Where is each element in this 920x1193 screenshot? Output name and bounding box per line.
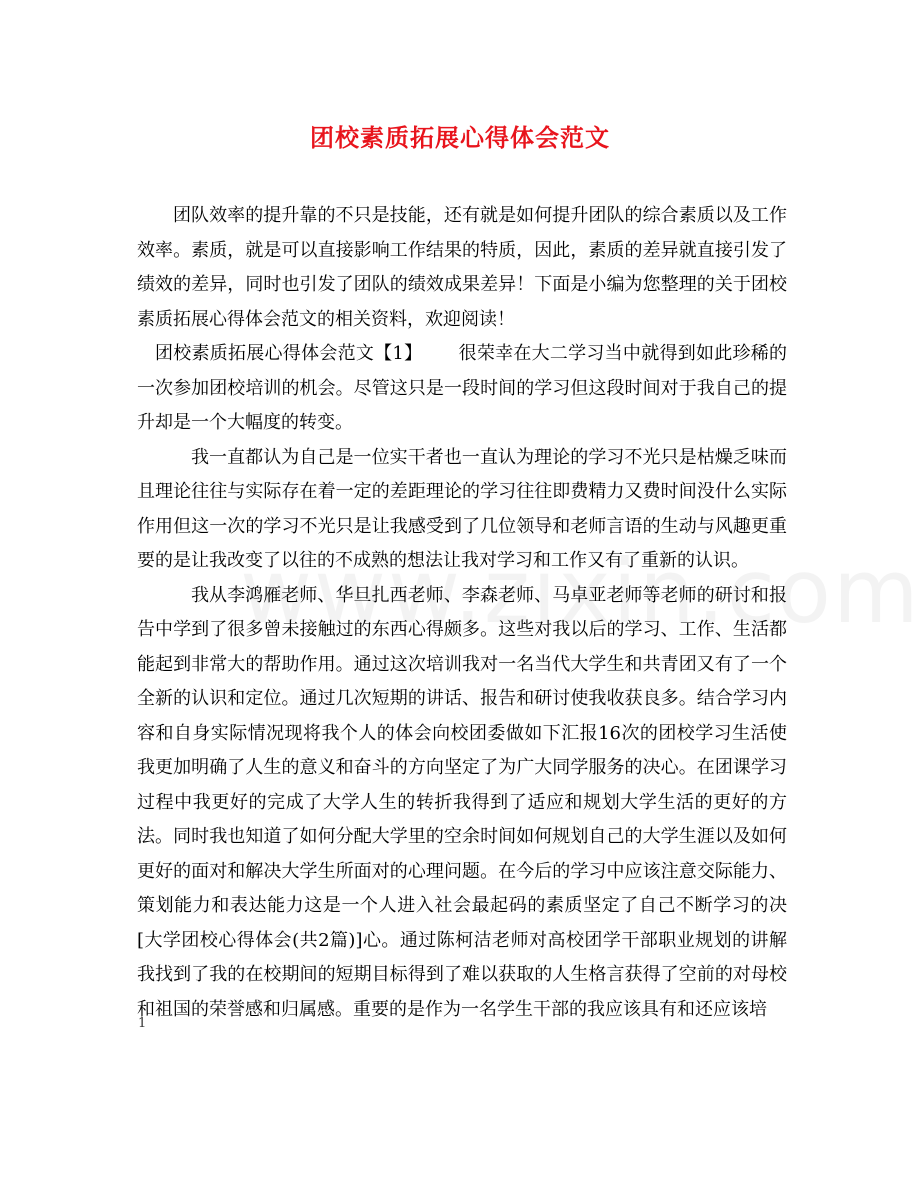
intro-paragraph: 团队效率的提升靠的不只是技能，还有就是如何提升团队的综合素质以及工作效率。素质，就是可以直接影响工作结果的特质，因此，素质的差异就直接引发了绩效的差异，同时也引发了团队的绩效成果差异！下面是小编为您整理的关于团校素质拓展心得体会范文的相关资料，欢迎阅读！ — [137, 205, 787, 330]
section-subheading: 团校素质拓展心得体会范文【1】 — [155, 343, 423, 364]
document-title: 团校素质拓展心得体会范文 — [310, 123, 610, 152]
paragraph-3: 我从李鸿雁老师、华旦扎西老师、李森老师、马卓亚老师等老师的研讨和报告中学到了很多曾未接触过的东西心得颇多。这些对我以后的学习、工作、生活都能起到非常大的帮助作用。通过这次培训我对一名当代大学生和共青团又有了一个全新的认识和定位。通过几次短期的讲话、报告和研讨使我收获良多。结合学习内容和自身实际情况现将我个人的体会向校团委做如下汇报16次的团校学习生活使我更加明确了人生的意义和奋斗的方向坚定了为广大同学服务的决心。在团课学习过程中我更好的完成了大学人生的转折我得到了适应和规划大学生活的更好的方法。同时我也知道了如何分配大学里的空余时间如何规划自己的大学生涯以及如何更好的面对和解决大学生所面对的心理问题。在今后的学习中应该注意交际能力、策划能力和表达能力这是一个人进入社会最起码的素质坚定了自己不断学习的决[大学团校心得体会(共2篇)]心。通过陈柯洁老师对高校团学干部职业规划的讲解我找到了我的在校期间的短期目标得到了难以获取的人生格言获得了空前的对母校和祖国的荣誉感和归属感。重要的是作为一名学生干部的我应该具有和还应该培 — [137, 584, 787, 1020]
paragraph-2: 我一直都认为自己是一位实干者也一直认为理论的学习不光只是枯燥乏味而且理论往往与实际存在着一定的差距理论的学习往往即费精力又费时间没什么实际作用但这一次的学习不光只是让我感受到了几位领导和老师言语的生动与风趣更重要的是让我改变了以往的不成熟的想法让我对学习和工作又有了重新的认识。 — [137, 446, 787, 571]
paragraph-1: 很荣幸在大二学习当中就得到如此珍稀的一次参加团校培训的机会。尽管这只是一段时间的学习但这段时间对于我自己的提升却是一个大幅度的转变。 — [137, 343, 788, 433]
section-paragraph — [137, 337, 787, 441]
page-number: 1 — [138, 1016, 147, 1031]
document-body — [137, 199, 787, 1027]
